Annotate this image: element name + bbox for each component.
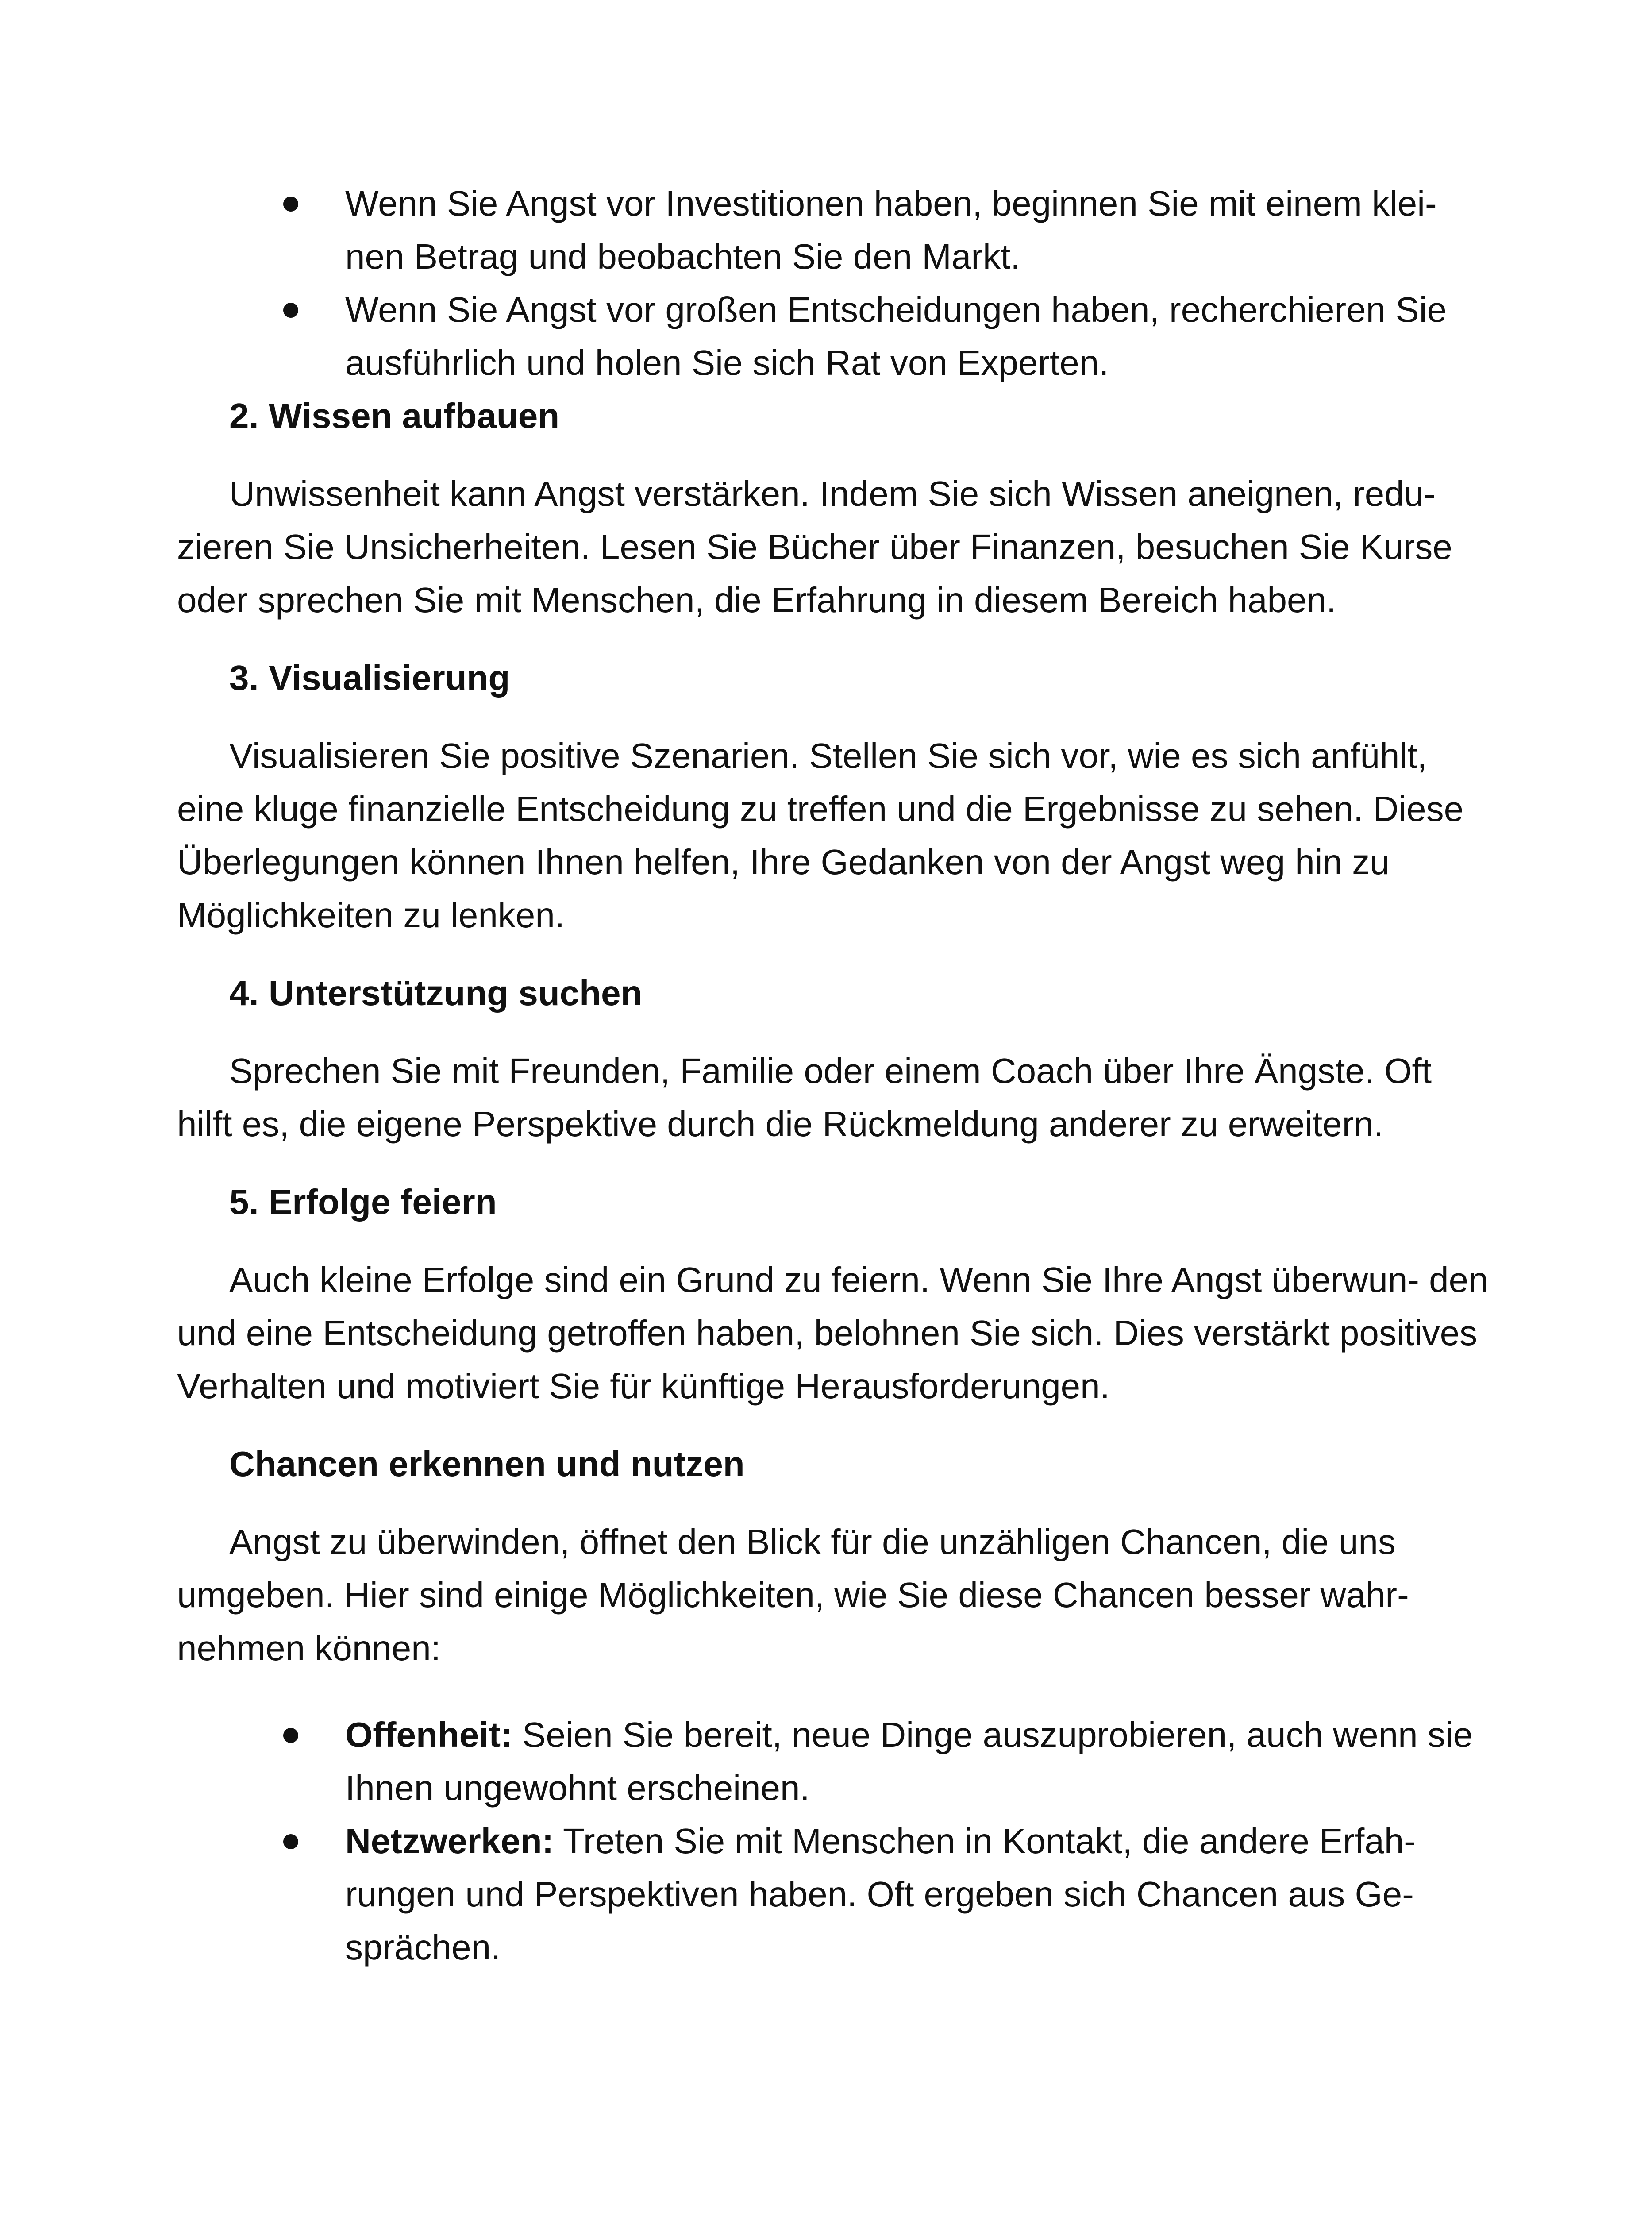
list-item-term: Netzwerken: (345, 1821, 554, 1861)
section-visualisierung (177, 652, 1496, 942)
list-item-text: Wenn Sie Angst vor Investitionen haben, beginnen Sie mit einem klei- nen Betrag und beobachten Sie den Markt. (345, 184, 1437, 276)
section-paragraph: Sprechen Sie mit Freunden, Familie oder einem Coach über Ihre Ängste. Oft hilft es, die eigene Perspektive durch die Rückmeldung anderer zu erweitern. (177, 1051, 1432, 1144)
list-item (177, 1815, 1496, 1974)
list-item (177, 1708, 1496, 1815)
list-item (177, 177, 1496, 283)
section-heading: 3. Visualisierung (229, 658, 510, 698)
section-heading: 2. Wissen aufbauen (229, 396, 560, 436)
bullet-icon (283, 1834, 298, 1849)
section-heading: Chancen erkennen und nutzen (229, 1444, 745, 1484)
list-item-text: Treten Sie mit Menschen in Kontakt, die andere Erfah- rungen und Perspektiven haben. Oft ergeben sich Chancen aus Ge- sprächen. (345, 1821, 1416, 1967)
page-content (177, 177, 1496, 1974)
section-heading: 5. Erfolge feiern (229, 1182, 497, 1222)
list-item (177, 283, 1496, 389)
section-paragraph: Angst zu überwinden, öffnet den Blick für die unzähligen Chancen, die uns umgeben. Hier sind einige Möglichkeiten, wie Sie diese Chancen besser wahr- nehmen können: (177, 1522, 1409, 1668)
section-wissen (177, 389, 1496, 627)
section-erfolge (177, 1176, 1496, 1413)
section-chancen (177, 1438, 1496, 1675)
section-paragraph: Auch kleine Erfolge sind ein Grund zu feiern. Wenn Sie Ihre Angst überwun- den und eine Entscheidung getroffen haben, belohnen Sie sich. Dies verstärkt positives Verhalten und motiviert Sie für künftige Herausforderungen. (177, 1260, 1488, 1406)
section-paragraph: Visualisieren Sie positive Szenarien. Stellen Sie sich vor, wie es sich anfühlt, eine kluge finanzielle Entscheidung zu treffen und die Ergebnisse zu sehen. Diese Überlegungen können Ihnen helfen, Ihre Gedanken von der Angst weg hin zu Möglichkeiten zu lenken. (177, 736, 1464, 935)
bullet-icon (283, 197, 298, 212)
list-item-text: Wenn Sie Angst vor großen Entscheidungen haben, recherchieren Sie ausführlich und holen Sie sich Rat von Experten. (345, 290, 1447, 382)
section-heading: 4. Unterstützung suchen (229, 973, 643, 1013)
bottom-bullet-list (177, 1708, 1496, 1974)
bullet-icon (283, 1728, 298, 1743)
list-item-term: Offenheit: (345, 1715, 512, 1754)
top-bullet-list (177, 177, 1496, 389)
list-item-text: Seien Sie bereit, neue Dinge auszuprobieren, auch wenn sie Ihnen ungewohnt erscheinen. (345, 1715, 1473, 1808)
section-paragraph: Unwissenheit kann Angst verstärken. Indem Sie sich Wissen aneignen, redu- zieren Sie Unsicherheiten. Lesen Sie Bücher über Finanzen, besuchen Sie Kurse oder sprechen Sie mit Menschen, die Erfahrung in diesem Bereich haben. (177, 474, 1452, 620)
section-unterstuetzung (177, 967, 1496, 1151)
bullet-icon (283, 303, 298, 318)
